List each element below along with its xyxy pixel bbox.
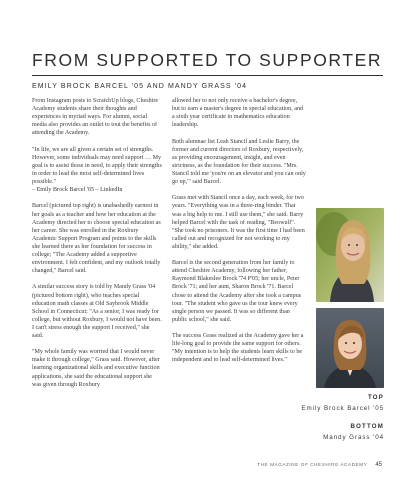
pull-quote: "In life, we are all given a certain set of strengths. However, some individuals may need support … My goal is to assist those in need, to apply their strengths in order to lead the most self-determined lives possible.": [32, 146, 162, 186]
page-number: 45: [375, 462, 382, 468]
portrait-photo-top: [316, 208, 384, 302]
paragraph: Barcel is the second generation from her family to attend Cheshire Academy, following her father, Raymond Blakeslee Brock '74 P'05; her uncle, Peter Brock '71; and her aunt, Sharon Brock '71. Barcel chose to attend the Academy after she took a campus tour. "The student who gave us the tour knew every single person we passed. It was so different than public school," she said.: [172, 260, 302, 323]
byline: EMILY BROCK BARCEL '05 AND MANDY GRASS '04: [32, 83, 248, 90]
caption-top-name: Emily Brock Barcel '05: [301, 405, 384, 412]
page-footer: [257, 462, 382, 468]
left-column: [32, 97, 162, 397]
paragraph: Grass met with Stancil once a day, each week, for two years. "Everything was in a three-ring binder. That was a big help to me. I still use them," she said. Barry helped Barcel with the task of reading, "Beowulf". "She took no prisoners. It was the first time I had been called out and recognized for not working to my ability," she added.: [172, 195, 305, 250]
paragraph: allowed her to not only receive a bachelor's degree, but to earn a master's degree in special education, and a sixth year certificate in mathematics education leadership.: [172, 98, 304, 129]
right-column: [172, 97, 306, 373]
title-rule: [32, 75, 383, 76]
article-title: FROM SUPPORTED TO SUPPORTER: [32, 50, 383, 70]
magazine-name: THE MAGAZINE OF CHESHIRE ACADEMY: [257, 462, 368, 467]
caption-top-label-text: TOP: [367, 394, 384, 401]
caption-bottom-label: BOTTOM: [350, 423, 384, 430]
quote-attribution: – Emily Brock Barcel '05 – LinkedIn: [32, 187, 123, 194]
portrait-photo-bottom: [316, 308, 384, 388]
paragraph: A similar success story is told by Mandy Grass '04 (pictured bottom right), who teaches special education math classes at Old Saybrook Middle School in Connecticut: "As a senior, I was ready for college, but without Roxbury, I would not have been. I can't stress enough the support I received," she said.: [32, 284, 162, 339]
paragraph: Both alumnae list Leah Stancil and Leslie Barry, the former and current directors of Roxbury, respectively, as providing encouragement, insight, and even strictness, as the foundation for their success. "Mrs. Stancil told me 'you're on an elevator and you can only go up,'" said Barcel.: [172, 138, 306, 186]
paragraph: Barcel (pictured top right) is unabashedly earnest in her goals as a teacher and how her education at the Academy directed her to choose special education as her career. She was enrolled in the Roxbury Academic Support Program and points to the skills she learned there as her foundation for success in college; "The Academy added a supportive environment. I felt confident, and my outlook totally changed," Barcel said.: [32, 203, 161, 275]
paragraph: "My whole family was worried that I would never make it through college," Grass said. However, after learning organizational skills and executive function applications, she said the educational support she was given through Roxbury: [32, 349, 160, 388]
paragraph: From Instagram posts to ScratchUp blogs, Cheshire Academy students share their thoughts and experiences in myriad ways. For alumni, social media also provides an outlet to tout the benefits of attending the Academy.: [32, 98, 159, 137]
paragraph: The success Grass realized at the Academy gave her a life-long goal to provide the same support for others. "My intention is to help the students learn skills to be independent and to lead self-determined lives.": [172, 333, 304, 364]
caption-bottom-name: Mandy Grass '04: [323, 434, 384, 441]
